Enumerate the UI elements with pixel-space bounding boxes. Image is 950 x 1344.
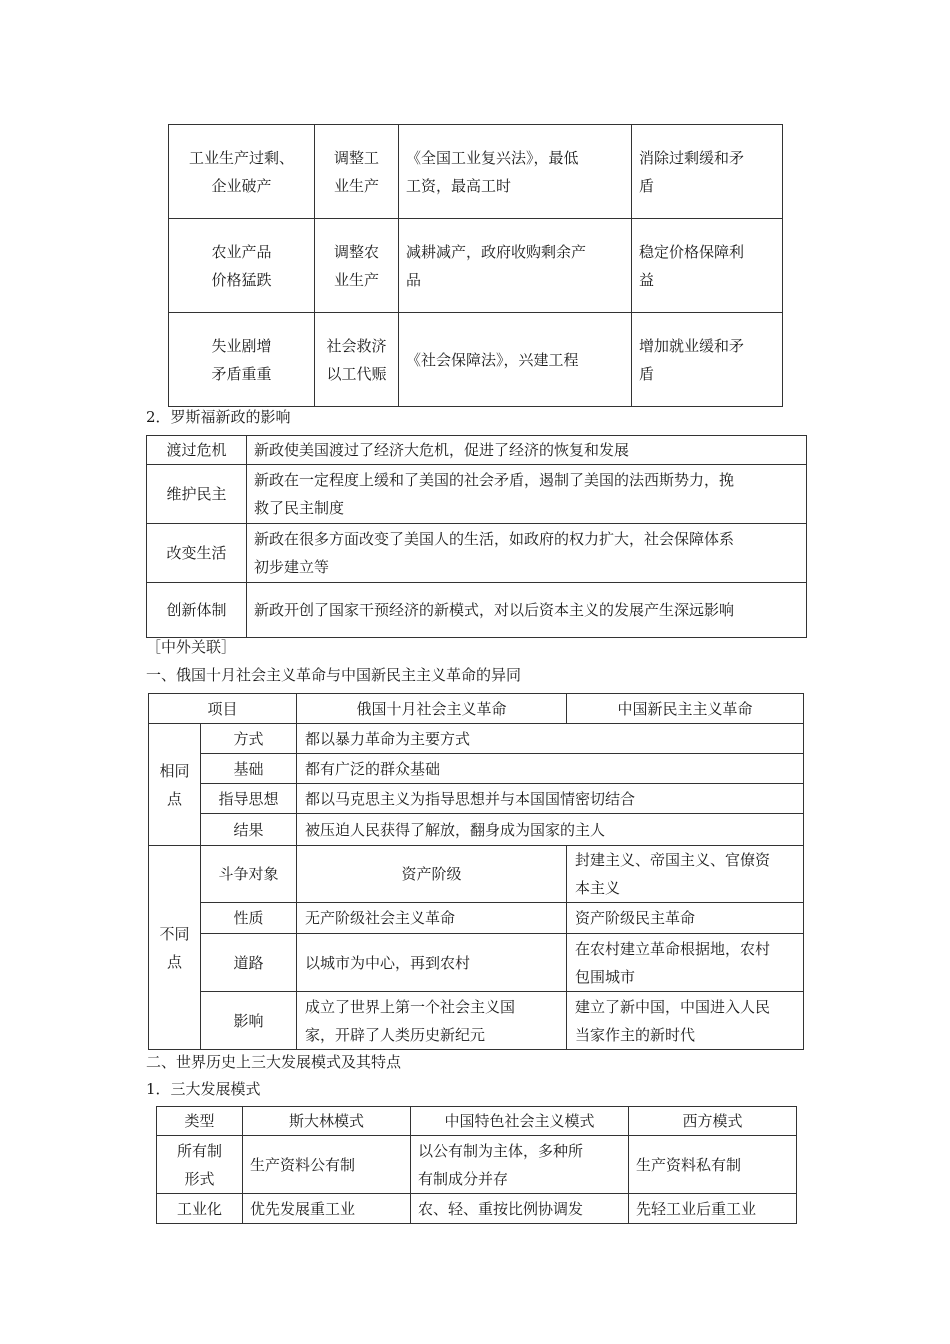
- header-china-model: 中国特色社会主义模式: [411, 1107, 629, 1136]
- table-cell: 《全国工业复兴法》，最低 工资，最高工时: [399, 125, 632, 219]
- table-row: [149, 724, 804, 754]
- group-label-same: 相同 点: [149, 724, 201, 846]
- table-row: [149, 992, 804, 1050]
- table-cell: 新政在一定程度上缓和了美国的社会矛盾，遏制了美国的法西斯势力，挽 救了民主制度: [247, 465, 807, 524]
- table-row: [147, 524, 807, 583]
- table-row: [149, 754, 804, 784]
- header-west: 西方模式: [629, 1107, 797, 1136]
- table-cell: 封建主义、帝国主义、官僚资 本主义: [567, 846, 804, 903]
- table-cell: 失业剧增 矛盾重重: [169, 313, 315, 407]
- aspect-label: 斗争对象: [201, 846, 297, 903]
- table-cell: 资产阶级: [297, 846, 567, 903]
- section-heading-revolutions: 一、俄国十月社会主义革命与中国新民主主义革命的异同: [146, 666, 522, 684]
- row-label: 所有制 形式: [157, 1136, 243, 1194]
- section-heading-link: ［中外关联］: [146, 638, 237, 656]
- header-stalin: 斯大林模式: [243, 1107, 411, 1136]
- new-deal-measures-table: [168, 124, 783, 407]
- table-cell: 农、轻、重按比例协调发: [411, 1194, 629, 1224]
- table-row: [169, 313, 783, 407]
- revolution-comparison-table: [148, 693, 804, 1050]
- aspect-label: 基础: [201, 754, 297, 784]
- table-cell: 都以马克思主义为指导思想并与本国国情密切结合: [297, 784, 804, 814]
- section-heading-new-deal-impact: 2．罗斯福新政的影响: [146, 408, 291, 426]
- header-china: 中国新民主主义革命: [567, 694, 804, 724]
- table-row: [149, 846, 804, 903]
- row-label: 创新体制: [147, 583, 247, 638]
- table-cell: 新政使美国渡过了经济大危机，促进了经济的恢复和发展: [247, 436, 807, 465]
- aspect-label: 道路: [201, 934, 297, 992]
- table-row: [149, 784, 804, 814]
- row-label: 渡过危机: [147, 436, 247, 465]
- header-russia: 俄国十月社会主义革命: [297, 694, 567, 724]
- table-cell: 农业产品 价格猛跌: [169, 219, 315, 313]
- table-row: [157, 1136, 797, 1194]
- table-cell: 无产阶级社会主义革命: [297, 903, 567, 934]
- table-cell: 优先发展重工业: [243, 1194, 411, 1224]
- table-cell: 都以暴力革命为主要方式: [297, 724, 804, 754]
- table-row: [147, 436, 807, 465]
- row-label: 维护民主: [147, 465, 247, 524]
- group-label-diff: 不同 点: [149, 846, 201, 1050]
- table-header-row: [149, 694, 804, 724]
- table-cell: 减耕减产，政府收购剩余产 品: [399, 219, 632, 313]
- table-header-row: [157, 1107, 797, 1136]
- table-cell: 都有广泛的群众基础: [297, 754, 804, 784]
- table-cell: 生产资料私有制: [629, 1136, 797, 1194]
- table-row: [157, 1194, 797, 1224]
- table-cell: 调整工 业生产: [315, 125, 399, 219]
- table-cell: 建立了新中国，中国进入人民 当家作主的新时代: [567, 992, 804, 1050]
- aspect-label: 结果: [201, 814, 297, 846]
- table-row: [149, 934, 804, 992]
- new-deal-impact-table: [146, 435, 807, 638]
- table-row: [169, 125, 783, 219]
- table-cell: 以城市为中心，再到农村: [297, 934, 567, 992]
- table-cell: 稳定价格保障利 益: [632, 219, 783, 313]
- table-row: [149, 903, 804, 934]
- row-label: 改变生活: [147, 524, 247, 583]
- row-label: 工业化: [157, 1194, 243, 1224]
- table-cell: 资产阶级民主革命: [567, 903, 804, 934]
- table-cell: 调整农 业生产: [315, 219, 399, 313]
- header-type: 类型: [157, 1107, 243, 1136]
- table-cell: 《社会保障法》，兴建工程: [399, 313, 632, 407]
- table-cell: 以公有制为主体，多种所 有制成分并存: [411, 1136, 629, 1194]
- table-cell: 先轻工业后重工业: [629, 1194, 797, 1224]
- table-cell: 新政在很多方面改变了美国人的生活，如政府的权力扩大，社会保障体系 初步建立等: [247, 524, 807, 583]
- subsection-heading-three-models: 1．三大发展模式: [146, 1080, 261, 1098]
- table-cell: 增加就业缓和矛 盾: [632, 313, 783, 407]
- aspect-label: 方式: [201, 724, 297, 754]
- table-cell: 被压迫人民获得了解放，翻身成为国家的主人: [297, 814, 804, 846]
- table-row: [147, 465, 807, 524]
- header-item: 项目: [149, 694, 297, 724]
- table-row: [147, 583, 807, 638]
- aspect-label: 指导思想: [201, 784, 297, 814]
- table-cell: 在农村建立革命根据地，农村 包围城市: [567, 934, 804, 992]
- table-cell: 消除过剩缓和矛 盾: [632, 125, 783, 219]
- table-cell: 新政开创了国家干预经济的新模式，对以后资本主义的发展产生深远影响: [247, 583, 807, 638]
- table-cell: 工业生产过剩、 企业破产: [169, 125, 315, 219]
- aspect-label: 影响: [201, 992, 297, 1050]
- development-models-table: [156, 1106, 797, 1224]
- section-heading-development-models: 二、世界历史上三大发展模式及其特点: [146, 1053, 402, 1071]
- aspect-label: 性质: [201, 903, 297, 934]
- table-cell: 社会救济 以工代赈: [315, 313, 399, 407]
- table-cell: 成立了世界上第一个社会主义国 家，开辟了人类历史新纪元: [297, 992, 567, 1050]
- table-row: [169, 219, 783, 313]
- table-cell: 生产资料公有制: [243, 1136, 411, 1194]
- table-row: [149, 814, 804, 846]
